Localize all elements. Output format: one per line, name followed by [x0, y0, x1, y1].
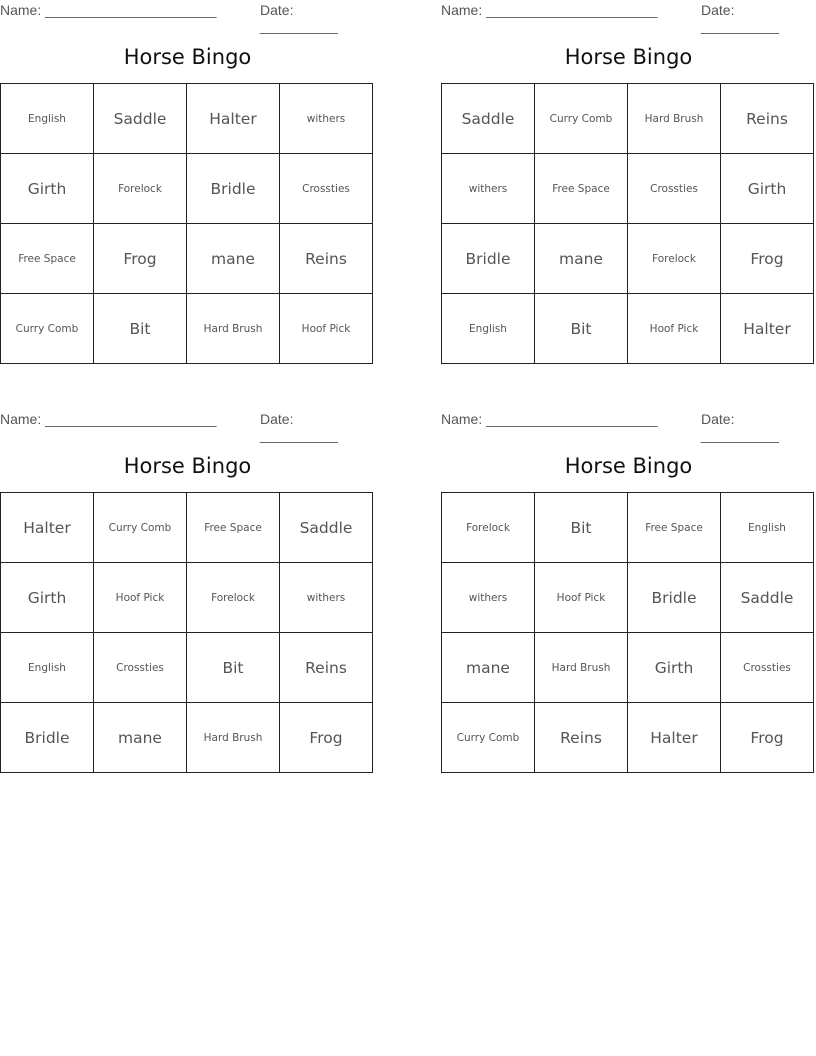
- bingo-row: [442, 633, 814, 703]
- bingo-cell: Frog: [721, 703, 814, 773]
- bingo-cell: Bit: [535, 493, 628, 563]
- name-field-label: Name: ______________________: [441, 411, 658, 427]
- bingo-row: [442, 224, 814, 294]
- bingo-cell: Bit: [187, 633, 280, 703]
- date-field-label: Date: __________: [260, 2, 338, 34]
- bingo-cell: Forelock: [187, 563, 280, 633]
- bingo-cell: Free Space: [535, 154, 628, 224]
- bingo-grid: [0, 492, 373, 773]
- bingo-card-3: [0, 409, 375, 747]
- bingo-cell: withers: [442, 563, 535, 633]
- bingo-cell: English: [1, 633, 94, 703]
- bingo-cell: Hard Brush: [187, 703, 280, 773]
- bingo-cell: Hard Brush: [535, 633, 628, 703]
- bingo-cell: Hard Brush: [187, 294, 280, 364]
- bingo-row: [442, 493, 814, 563]
- card-header: [0, 409, 375, 443]
- card-title: Horse Bingo: [123, 45, 252, 69]
- bingo-cell: Hoof Pick: [94, 563, 187, 633]
- bingo-cell: Hard Brush: [628, 84, 721, 154]
- bingo-cell: Reins: [535, 703, 628, 773]
- bingo-cell: Bit: [535, 294, 628, 364]
- date-field-label: Date: __________: [701, 411, 779, 443]
- bingo-grid: [441, 83, 814, 364]
- bingo-cell: Frog: [94, 224, 187, 294]
- bingo-cell: Saddle: [442, 84, 535, 154]
- bingo-cell: withers: [280, 84, 373, 154]
- bingo-cell: mane: [442, 633, 535, 703]
- name-field-label: Name: ______________________: [0, 411, 217, 427]
- bingo-cell: Curry Comb: [94, 493, 187, 563]
- bingo-cell: Curry Comb: [442, 703, 535, 773]
- bingo-cell: Free Space: [187, 493, 280, 563]
- bingo-row: [1, 294, 373, 364]
- bingo-cell: Crossties: [94, 633, 187, 703]
- bingo-row: [1, 154, 373, 224]
- bingo-row: [442, 703, 814, 773]
- bingo-cell: Halter: [1, 493, 94, 563]
- bingo-row: [1, 563, 373, 633]
- bingo-grid: [441, 492, 814, 773]
- bingo-cell: Saddle: [721, 563, 814, 633]
- card-header: [0, 0, 375, 34]
- bingo-cell: mane: [94, 703, 187, 773]
- bingo-cell: Crossties: [721, 633, 814, 703]
- bingo-cell: withers: [280, 563, 373, 633]
- bingo-cell: Halter: [721, 294, 814, 364]
- name-field-label: Name: ______________________: [441, 2, 658, 18]
- bingo-cell: mane: [535, 224, 628, 294]
- bingo-cell: Curry Comb: [535, 84, 628, 154]
- bingo-cell: English: [721, 493, 814, 563]
- bingo-cell: Reins: [280, 224, 373, 294]
- bingo-row: [1, 493, 373, 563]
- card-title: Horse Bingo: [123, 454, 252, 478]
- date-field-label: Date: __________: [260, 411, 338, 443]
- bingo-row: [1, 703, 373, 773]
- bingo-cell: Hoof Pick: [280, 294, 373, 364]
- bingo-cell: Reins: [721, 84, 814, 154]
- bingo-cell: English: [442, 294, 535, 364]
- bingo-row: [442, 84, 814, 154]
- bingo-cell: Girth: [721, 154, 814, 224]
- bingo-row: [1, 633, 373, 703]
- bingo-card-4: [441, 409, 816, 747]
- bingo-grid: [0, 83, 373, 364]
- bingo-cell: Bridle: [1, 703, 94, 773]
- bingo-cell: mane: [187, 224, 280, 294]
- bingo-row: [442, 154, 814, 224]
- date-field-label: Date: __________: [701, 2, 779, 34]
- bingo-cell: Frog: [721, 224, 814, 294]
- bingo-row: [442, 563, 814, 633]
- bingo-cell: English: [1, 84, 94, 154]
- bingo-cell: Crossties: [280, 154, 373, 224]
- bingo-cell: Bridle: [628, 563, 721, 633]
- bingo-cell: withers: [442, 154, 535, 224]
- bingo-cell: Halter: [628, 703, 721, 773]
- bingo-row: [1, 84, 373, 154]
- bingo-cell: Forelock: [442, 493, 535, 563]
- bingo-cell: Halter: [187, 84, 280, 154]
- bingo-cell: Forelock: [94, 154, 187, 224]
- bingo-cell: Girth: [1, 563, 94, 633]
- bingo-cell: Hoof Pick: [535, 563, 628, 633]
- bingo-cell: Girth: [1, 154, 94, 224]
- bingo-cell: Curry Comb: [1, 294, 94, 364]
- bingo-cell: Bridle: [187, 154, 280, 224]
- card-title: Horse Bingo: [564, 454, 693, 478]
- bingo-cell: Crossties: [628, 154, 721, 224]
- bingo-card-1: [0, 0, 375, 338]
- bingo-cell: Free Space: [628, 493, 721, 563]
- card-header: [441, 0, 816, 34]
- bingo-cell: Saddle: [280, 493, 373, 563]
- bingo-row: [1, 224, 373, 294]
- card-title: Horse Bingo: [564, 45, 693, 69]
- bingo-cell: Forelock: [628, 224, 721, 294]
- name-field-label: Name: ______________________: [0, 2, 217, 18]
- bingo-cell: Frog: [280, 703, 373, 773]
- card-header: [441, 409, 816, 443]
- bingo-cell: Girth: [628, 633, 721, 703]
- bingo-cell: Saddle: [94, 84, 187, 154]
- bingo-row: [442, 294, 814, 364]
- bingo-cell: Hoof Pick: [628, 294, 721, 364]
- bingo-cell: Bridle: [442, 224, 535, 294]
- bingo-cell: Bit: [94, 294, 187, 364]
- bingo-card-2: [441, 0, 816, 338]
- bingo-cell: Free Space: [1, 224, 94, 294]
- bingo-cell: Reins: [280, 633, 373, 703]
